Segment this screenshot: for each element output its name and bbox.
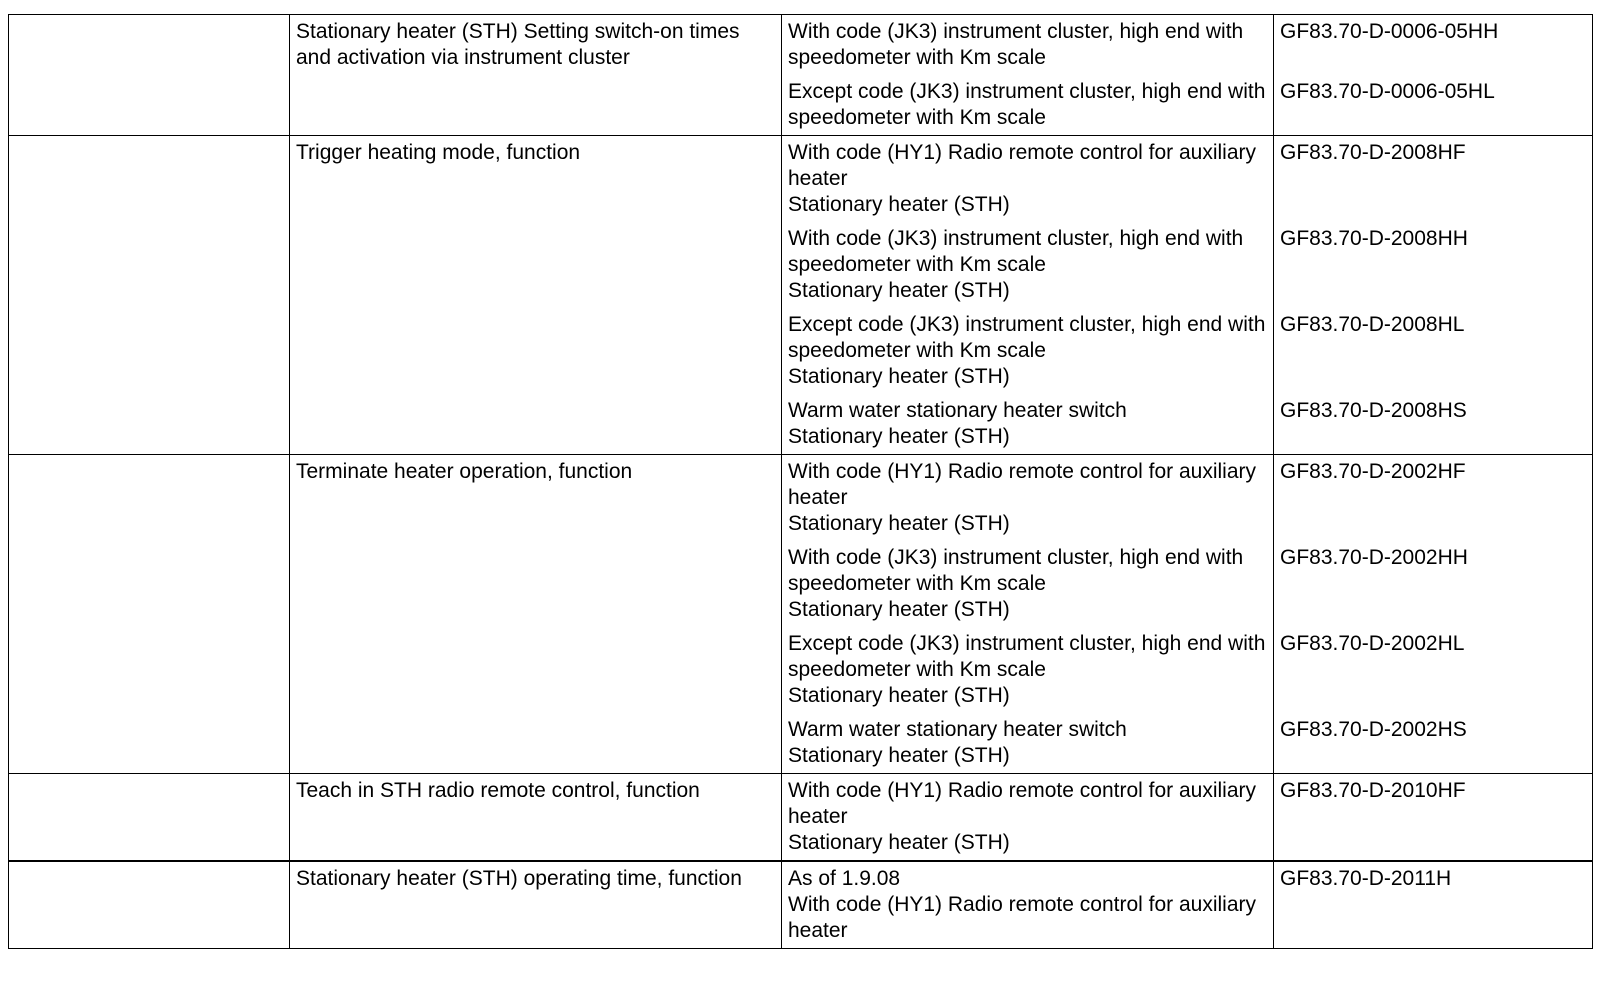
doc-ref-cell: GF83.70-D-2008HS	[1274, 394, 1593, 455]
doc-ref-cell: GF83.70-D-2011H	[1274, 861, 1593, 949]
condition-cell: Except code (JK3) instrument cluster, high end with speedometer with Km scale	[782, 75, 1274, 136]
condition-cell: With code (HY1) Radio remote control for auxiliary heater Stationary heater (STH)	[782, 774, 1274, 862]
condition-cell: As of 1.9.08 With code (HY1) Radio remote control for auxiliary heater	[782, 861, 1274, 949]
doc-ref-cell: GF83.70-D-2008HL	[1274, 308, 1593, 394]
condition-cell: Warm water stationary heater switch Stationary heater (STH)	[782, 713, 1274, 774]
condition-cell: With code (JK3) instrument cluster, high end with speedometer with Km scale Stationary heater (STH)	[782, 541, 1274, 627]
table-row	[9, 136, 1593, 223]
condition-cell: With code (HY1) Radio remote control for auxiliary heater Stationary heater (STH)	[782, 136, 1274, 223]
doc-ref-cell: GF83.70-D-2002HL	[1274, 627, 1593, 713]
doc-ref-cell: GF83.70-D-2008HF	[1274, 136, 1593, 223]
table-row	[9, 455, 1593, 542]
document-table	[8, 14, 1593, 949]
condition-cell: With code (JK3) instrument cluster, high end with speedometer with Km scale Stationary heater (STH)	[782, 222, 1274, 308]
function-cell: Terminate heater operation, function	[290, 455, 782, 774]
empty-cell	[9, 455, 290, 774]
doc-ref-cell: GF83.70-D-2010HF	[1274, 774, 1593, 862]
function-cell: Teach in STH radio remote control, function	[290, 774, 782, 862]
doc-ref-cell: GF83.70-D-2002HS	[1274, 713, 1593, 774]
function-cell: Trigger heating mode, function	[290, 136, 782, 455]
table-row	[9, 774, 1593, 862]
condition-cell: With code (HY1) Radio remote control for auxiliary heater Stationary heater (STH)	[782, 455, 1274, 542]
table-row	[9, 15, 1593, 76]
empty-cell	[9, 774, 290, 862]
empty-cell	[9, 136, 290, 455]
condition-cell: With code (JK3) instrument cluster, high end with speedometer with Km scale	[782, 15, 1274, 76]
function-cell: Stationary heater (STH) operating time, function	[290, 861, 782, 949]
doc-ref-cell: GF83.70-D-2002HF	[1274, 455, 1593, 542]
doc-ref-cell: GF83.70-D-2002HH	[1274, 541, 1593, 627]
doc-ref-cell: GF83.70-D-2008HH	[1274, 222, 1593, 308]
table-row	[9, 861, 1593, 949]
doc-ref-cell: GF83.70-D-0006-05HL	[1274, 75, 1593, 136]
condition-cell: Warm water stationary heater switch Stationary heater (STH)	[782, 394, 1274, 455]
condition-cell: Except code (JK3) instrument cluster, high end with speedometer with Km scale Stationary heater (STH)	[782, 627, 1274, 713]
empty-cell	[9, 861, 290, 949]
doc-ref-cell: GF83.70-D-0006-05HH	[1274, 15, 1593, 76]
condition-cell: Except code (JK3) instrument cluster, high end with speedometer with Km scale Stationary heater (STH)	[782, 308, 1274, 394]
function-cell: Stationary heater (STH) Setting switch-on times and activation via instrument cluster	[290, 15, 782, 136]
empty-cell	[9, 15, 290, 136]
